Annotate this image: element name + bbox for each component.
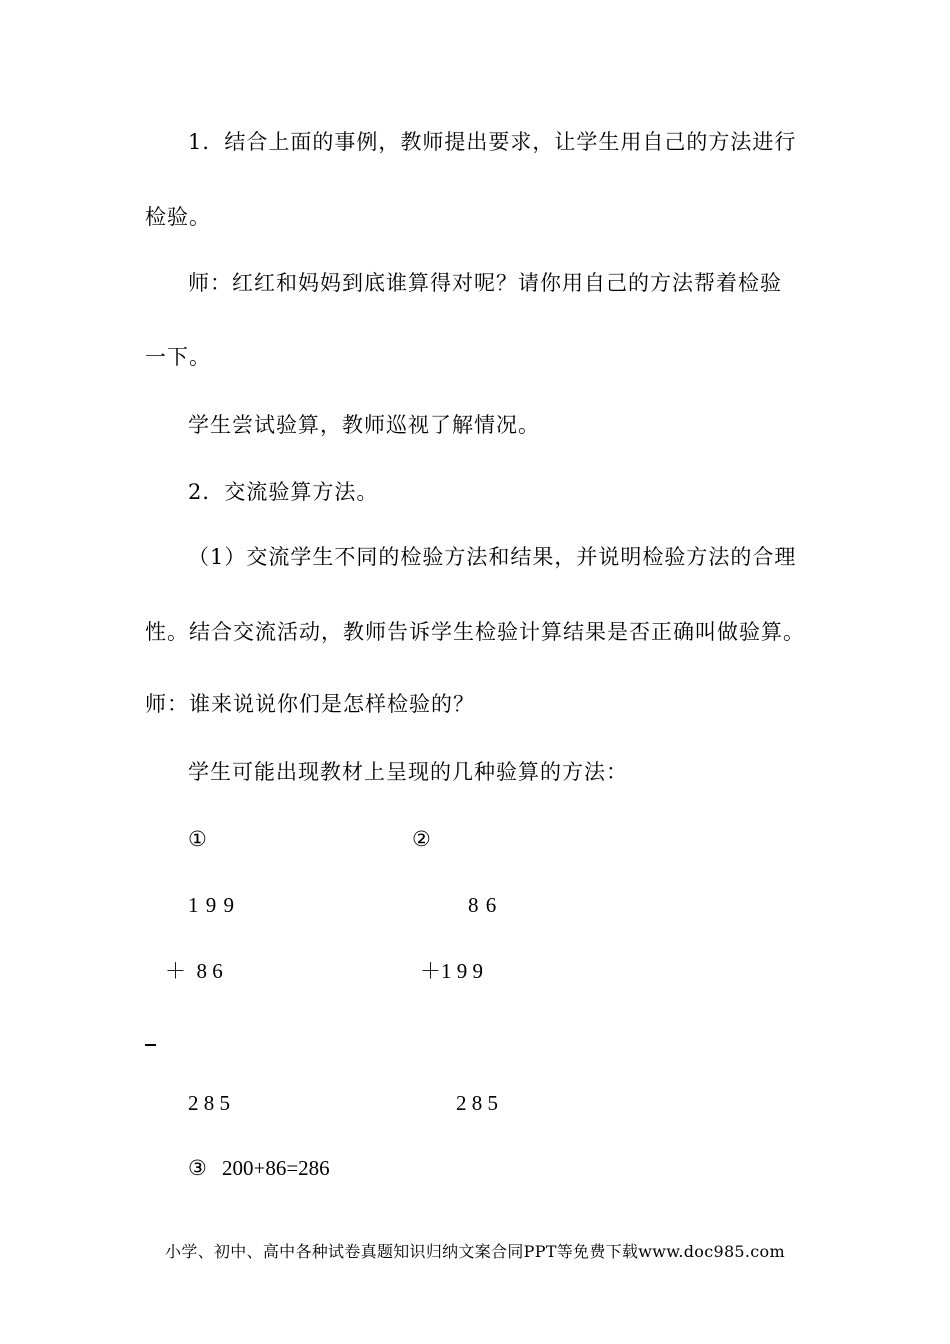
paragraph-5-line-2: 性。结合交流活动，教师告诉学生检验计算结果是否正确叫做验算。	[145, 620, 805, 644]
method-2-addend: ＋1 9 9	[420, 959, 483, 983]
paragraph-1-line-1: 1．结合上面的事例，教师提出要求，让学生用自己的方法进行	[188, 130, 797, 154]
paragraph-2-line-1: 师：红红和妈妈到底谁算得对呢？请你用自己的方法帮着检验	[188, 271, 782, 295]
paragraph-6: 师：谁来说说你们是怎样检验的？	[145, 692, 475, 716]
method-2-result: 2 8 5	[456, 1091, 498, 1115]
paragraph-2-line-2: 一下。	[145, 345, 211, 369]
page-footer: 小学、初中、高中各种试卷真题知识归纳文案合同PPT等免费下载www.doc985.com	[165, 1242, 785, 1261]
method-2-top-number: 8 6	[468, 893, 497, 917]
method-2-marker: ②	[412, 827, 432, 851]
method-1-addend: ＋ 8 6	[165, 959, 223, 983]
method-1-marker: ①	[188, 827, 208, 851]
paragraph-7: 学生可能出现教材上呈现的几种验算的方法：	[188, 760, 628, 784]
underline-mark	[145, 1044, 156, 1046]
paragraph-5-line-1: （1）交流学生不同的检验方法和结果，并说明检验方法的合理	[188, 545, 797, 569]
paragraph-4: 2．交流验算方法。	[188, 480, 379, 504]
method-1-result: 2 8 5	[188, 1091, 230, 1115]
method-3-expression: 200+86=286	[222, 1156, 330, 1180]
paragraph-3: 学生尝试验算，教师巡视了解情况。	[188, 413, 540, 437]
method-3-marker: ③	[188, 1156, 208, 1180]
paragraph-1-line-2: 检验。	[145, 205, 211, 229]
method-1-top-number: 1 9 9	[188, 893, 234, 917]
